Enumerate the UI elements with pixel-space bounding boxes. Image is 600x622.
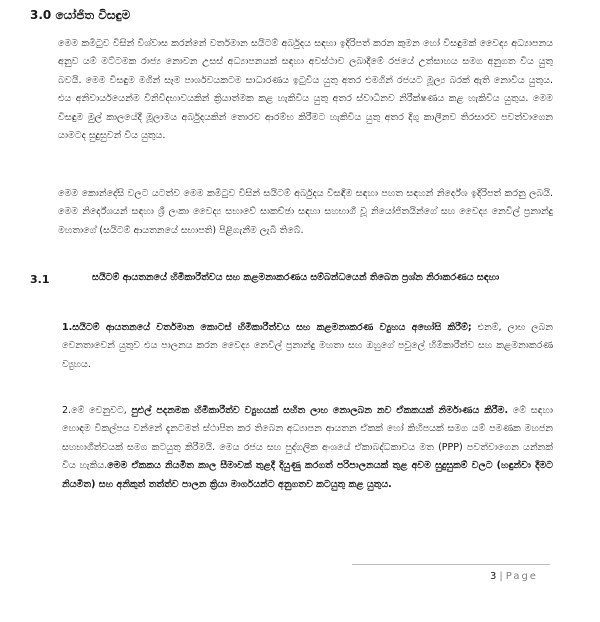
item-2-tail: මෙම ඒකකය නියමිත කාල සීමාවක් තුළදී දියුණු කරගත් පරිපාලනයක් තුළ අවම සුදුසුකම් වලට (හඳුන්වා දීමට නියමිත) සහ අනිකුත් තත්ත්ව පාලන ක්‍රියා මාර්ගයන්ට අනුගතව කටයුතු කළ යුතුය. xyxy=(62,460,553,490)
page-label: Page xyxy=(505,571,538,582)
item-2-lead: පුළුල් පදනමක හිමිකාරීත්ව ව්‍යුහයක් සහිත ලාභ නොලබන නව ඒකකයක් නිර්මාණය කිරීම. xyxy=(131,405,509,416)
recommendation-item-2 xyxy=(62,402,553,494)
page-footer xyxy=(490,571,538,582)
page-number: 3 xyxy=(490,571,497,582)
item-2-middle: මේ සඳහා හොඳම විකල්පය වන්නේ දැනටමත් ස්ථාපිත කර තිබෙන අධ්‍යාපන ආයතන ඒකක් හෝ කිහිපයක් සමග යම් පමණක මහජන සහභාගීත්වයක් සමග කටයුතු කිරීමයි. මෙය රජය සහ පුද්ගලික අංශයේ ඒකාබද්ධකාවය මත (PPP) පවත්වාගෙන යන්නක් විය හැකිය. xyxy=(62,405,554,472)
item-1-lead: 1.සයිටම් ආයතනයේ වර්තමාන කොටස් හිමිකාරීත්වය සහ කළමනාකරණ ව්‍යුහය අහෝසි කිරීම්; xyxy=(62,322,472,333)
section-number: 3.0 xyxy=(30,8,52,22)
item-1-rest: එනම්, ලාභ ලබන වෙනතාවෙන් යුතුව එය පාලනය කරන වෛද්‍ය නෙවිල් ප්‍රනාන්දු මහතා සහ ඔහුගේ පවුලේ හිමිකාරීත්ව සහ කළමනාකරණ ව්‍යුහය. xyxy=(62,322,553,370)
footer-separator: | xyxy=(499,571,503,582)
paragraph-requirements: මෙම කමිටුව විසින් විශ්වාස කරන්නේ වර්තමාන සයිටම් අර්බුදය සඳහා ඉදිරිපත් කරන කුමන හෝ විසඳුමක් වෛද්‍ය අධ්‍යාපනය අනුව යම් මට්ටමක රාජ්‍ය නොවන උසස් අධ්‍යාපනයක් සඳහා අවස්ථාව ලබාදීමේ රජයේ උත්සාහය සමග අනුගත විය යුතු බවයි. මෙම විසඳුම මගින් සෑම පාර්ශවයකටම සාධාරණය ඉටුවිය යුතු අතර එමගින් රජයට මූල්‍ය බරක් ඇති නොවිය යුතුය. එය අනිවාර්යයෙන්ම විනිවිදභාවයකින් ක්‍රියාත්මක කළ හැකිවිය යුතු අතර ස්වාධීනව නිරීක්ෂණය කළ හැකිවිය යුතුය. මෙම විසඳුම මුල් කාලයේදී මූලාමය අර්බුදයකින් තොරව ආරම්භ කිරීමට හැකිවිය යුතු අතර දිගු කාලීනව තිරසාරව පවත්වාගෙන යාමටද සුදුසුවන් විය යුතුය. xyxy=(58,38,553,142)
subsection-number: 3.1 xyxy=(30,273,50,286)
footer-divider xyxy=(352,564,550,565)
section-title: යෝජිත විසඳුම xyxy=(55,8,131,22)
item-2-prefix: 2.මේ වෙනුවට, xyxy=(62,405,132,416)
recommendation-item-1 xyxy=(62,319,553,374)
subsection-title: සයිටම් ආයතනයේ හිමිකාරීත්වය සහ කළමනාකරණය සම්බන්ධයෙන් තිබෙන ප්‍රශ්න නිරාකරණය සඳහා xyxy=(92,272,500,283)
section-heading xyxy=(30,8,130,23)
paragraph-recommendations-intro: මෙම කොන්දේසි වලට යටත්ව මෙම කමිටුව විසින් සයිටම් අර්බුදය විසඳීම සඳහා පහත සඳහන් නිර්දේශ ඉදිරිපත් කරනු ලබයි. මෙම නිර්දේශයන් සඳහා ශ්‍රී ලංකා වෛද්‍ය සභාවේ සාකච්ඡා සඳහා සහභාගී වූ නියෝජිතයින්ගේ සහ වෛද්‍ය නෙවිල් ප්‍රනාන්දු මහතාගේ (සයිටම් ආයතනයේ සභාපති) පිළිගැනීම ලැබී තිබේ. xyxy=(58,188,553,236)
